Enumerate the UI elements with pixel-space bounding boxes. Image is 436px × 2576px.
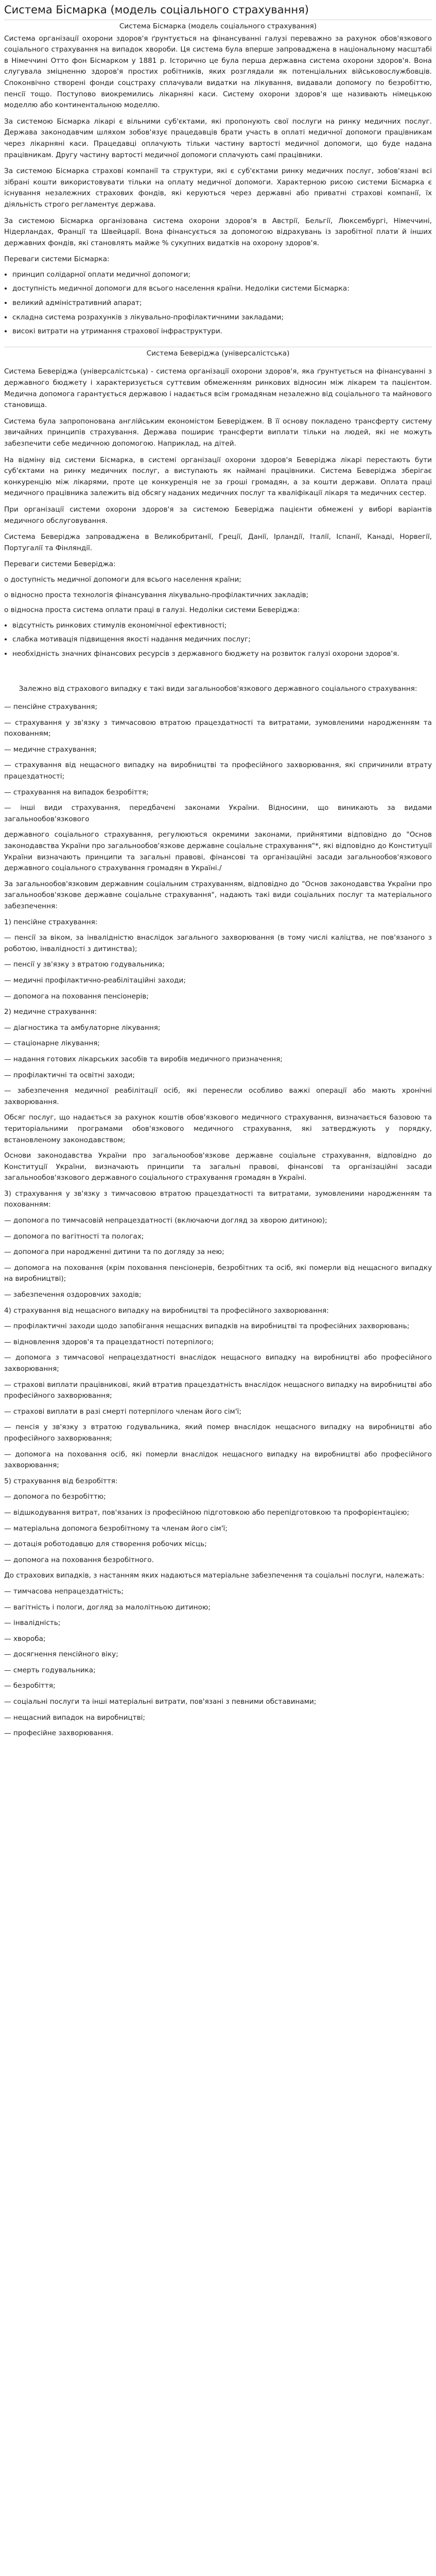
list-item: — допомога по тимчасовій непрацездатності (включаючи догляд за хворою дитиною); [4, 1216, 327, 1225]
list-item: — профілактичні та освітні заходи; [4, 1071, 135, 1079]
beveridge-paragraph-6: о доступність медичної допомоги для всього населення країни; [4, 575, 241, 584]
list-item: • складна система розрахунків з лікувально-профілактичними закладами; [12, 312, 432, 324]
beveridge-paragraph-7: о відносно проста технологія фінансування лікувально-профілактичних закладів; [4, 590, 309, 599]
list-item: • доступність медичної допомоги для всього населення країни. Недоліки системи Бісмарка: [12, 283, 432, 295]
bismarck-paragraph-4: За системою Бісмарка організована система охорони здоров'я в Австрії, Бельгії, Люксембургі, Німеччині, Нідерландах, Франції та Швейцарії. Вона фінансується за допомогою відрахувань із заробітної плати й інших державних фондів, які становлять майже % сукупних видатків на охорону здоров'я. [4, 216, 432, 247]
list-item: — допомога по вагітності та пологах; [4, 1232, 144, 1241]
list-item: — страхування від нещасного випадку на виробництві та професійного захворювання, які спричинили втрату працездатності; [4, 761, 432, 781]
list-item: — вагітність і пологи, догляд за малолітньою дитиною; [4, 1603, 211, 1612]
beveridge-disadvantages-list [4, 620, 432, 660]
bismarck-paragraph-1: Система організації охорони здоров'я ґрунтується на фінансуванні галузі переважно за рахунок обов'язкового соціального страхування на випадок хвороби. Ця система була вперше запроваджена в національному масштабі в Німеччині Отто фон Бісмарком у 1881 р. Історично це була перша державна система охорони здоров'я. Вона слугувала зміцненню здоров'я простих робітників, яких розглядали як потенціальних військовослужбовців. Споконвічно створені фонди соцстраху сплачували видатки на лікування, видавали допомогу по безробіттю, пенсії тощо. Поступово виокремились лікарняні каси. Систему охорони здоров'я ще називають німецькою моделлю або континентальною моделлю. [4, 34, 432, 110]
bismarck-advantages-list [4, 269, 432, 337]
list-item: — тимчасова непрацездатність; [4, 1587, 124, 1596]
list-item: — допомога по безробіттю; [4, 1493, 106, 1501]
list-item: — дотація роботодавцю для створення робочих місць; [4, 1540, 207, 1549]
beveridge-paragraph-3: На відміну від системи Бісмарка, в системі організації охорони здоров'я Беверіджа лікарі перестають бути суб'єктами на ринку медичних послуг, а виступають як наймані працівники. Система Беверіджа зберігає конкуренцію між лікарями, проте це конкуренція не за гроші громадян, а за кошти держави. Оплата праці медичного працівника залежить від обсягу наданих медичних послуг та кваліфікації лікаря та медичних сестер. [4, 455, 432, 498]
list-item: • принцип солідарної оплати медичної допомоги; [12, 269, 432, 281]
list-item: — допомога при народженні дитини та по догляду за нею; [4, 1248, 224, 1257]
list-item: — пенсії за віком, за інвалідністю внаслідок загального захворювання (в тому числі каліцтва, не пов'язаного з роботою, інвалідності з дитинства); [4, 934, 432, 953]
list-item: 3) страхування у зв'язку з тимчасовою втратою працездатності та витратами, зумовленими народженням та похованням: [4, 1189, 432, 1209]
list-item: — допомога на поховання пенсіонерів; [4, 992, 149, 1001]
list-item: 4) страхування від нещасного випадку на виробництві та професійного захворювання: [4, 1306, 329, 1315]
list-item: — страхування на випадок безробіття; [4, 788, 149, 796]
list-item: Обсяг послуг, що надається за рахунок коштів обов'язкового медичного страхування, визначається базовою та територіальними програмами обов'язкового медичного страхування, які затверджують у порядку, встановленому законодавством; [4, 1113, 432, 1144]
beveridge-advantages-title: Переваги системи Беверіджа: [4, 560, 116, 569]
list-item: • слабка мотивація підвищення якості надання медичних послуг; [12, 634, 432, 646]
list-item: За загальнообов'язковим державним соціальним страхуванням, відповідно до "Основ законодавства України про загальнообов'язкове державне соціальне страхування", надають такі види соціальних послуг та матеріального забезпечення: [4, 879, 432, 910]
list-item: — допомога з тимчасової непрацездатності внаслідок нещасного випадку на виробництві або професійного захворювання; [4, 1353, 432, 1373]
list-item: — медичні профілактично-реабілітаційні заходи; [4, 976, 186, 985]
list-item: — досягнення пенсійного віку; [4, 1650, 118, 1659]
list-item: До страхових випадків, з настанням яких надаються матеріальне забезпечення та соціальні послуги, належать: [4, 1571, 425, 1580]
list-item: — пенсія у зв'язку з втратою годувальника, який помер внаслідок нещасного випадку на виробництві або професійного захворювання; [4, 1423, 432, 1443]
list-item: — стаціонарне лікування; [4, 1039, 100, 1048]
list-item: — професійне захворювання. [4, 1729, 114, 1738]
list-item: — соціальні послуги та інші матеріальні витрати, пов'язані з певними обставинами; [4, 1698, 317, 1706]
list-item: • високі витрати на утримання страхової інфраструктури. [12, 326, 432, 337]
list-item: — безробіття; [4, 1682, 56, 1690]
list-item: — страхування у зв'язку з тимчасовою втратою працездатності та витратами, зумовленими народженням та похованням; [4, 718, 432, 738]
list-item: — допомога на поховання осіб, які померли внаслідок нещасного випадку на виробництві або професійного захворювання; [4, 1450, 432, 1470]
insurance-subtitle: Залежно від страхового випадку є такі види загальнообов'язкового державного соціального страхування: [19, 684, 417, 693]
bismarck-paragraph-3: За системою Бісмарка страхові компанії та структури, які є суб'єктами ринку медичних послуг, зобов'язані всі зібрані кошти використовувати тільки на оплату медичної допомоги. Характерною рисою системи Бісмарка є існування незалежних страхових фондів, які керуються через державні або приватні страхові компанії, їх діяльність строго регламентує держава. [4, 167, 432, 209]
list-item: — надання готових лікарських засобів та виробів медичного призначення; [4, 1055, 283, 1063]
beveridge-paragraph-4: При організації системи охорони здоров'я за системою Беверіджа пацієнти обмежені у виборі варіантів медичного обслуговування. [4, 505, 432, 525]
beveridge-paragraph-5: Система Беверіджа запроваджена в Великобританії, Греції, Данії, Ірландії, Італії, Іспанії, Канаді, Норвегії, Португалії та Фінляндії. [4, 533, 432, 552]
list-item: — забезпечення медичної реабілітації осіб, які перенесли особливо важкі операції або мають хронічні захворювання. [4, 1087, 432, 1106]
beveridge-subtitle: Система Беверіджа (універсалістська) [146, 349, 290, 358]
list-item: — інші види страхування, передбачені законами України. Відносини, що виникають за видами загальнообов'язкового [4, 804, 432, 823]
list-item: 2) медичне страхування: [4, 1008, 97, 1016]
beveridge-paragraph-1: Система Беверіджа (універсалістська) - система організації охорони здоров'я, яка ґрунтується на фінансуванні з державного бюджету і характеризується суттєвим обмеженням ринкових відносин між лікарем та пацієнтом. Медична допомога гарантується державою і надається всім громадянам незалежно від соціального та майнового становища. [4, 367, 432, 410]
bismarck-advantages-title: Переваги системи Бісмарка: [4, 255, 110, 264]
list-item: — матеріальна допомога безробітному та членам його сім'ї; [4, 1524, 228, 1533]
list-item: державного соціального страхування, регулюються окремими законами, прийнятими відповідно до "Основ законодавства України про загальнообов'язкове державне соціальне страхування"*, які відповідно до Конституції України визначають принципи та загальні правові, фінансові та організаційні засади загальнообов'язкового державного соціального страхування громадян в Україні./ [4, 831, 432, 873]
list-item: — відновлення здоров'я та працездатності потерпілого; [4, 1337, 214, 1346]
list-item: — профілактичні заходи щодо запобігання нещасних випадків на виробництві та професійних захворювань; [4, 1322, 410, 1331]
list-item: 1) пенсійне страхування: [4, 918, 98, 926]
list-item: • великий адміністративний апарат; [12, 298, 432, 309]
list-item: — смерть годувальника; [4, 1666, 96, 1674]
list-item: — відшкодування витрат, пов'язаних із професійною підготовкою або перепідготовкою та профорієнтацією; [4, 1508, 409, 1517]
list-item: — страхові виплати в разі смерті потерпілого членам його сім'ї; [4, 1407, 241, 1416]
list-item: Основи законодавства України про загальнообов'язкове державне соціальне страхування, відповідно до Конституції України, визначають принципи та загальні правові, фінансові та організаційні засади загальнообов'язкового державного соціального страхування громадян в Україні. [4, 1151, 432, 1182]
beveridge-paragraph-8: о відносна проста система оплати праці в галузі. Недоліки системи Беверіджа: [4, 606, 300, 615]
list-item: • необхідність значних фінансових ресурсів з державного бюджету на розвиток галузі охорони здоров'я. [12, 649, 432, 660]
list-item: — інвалідність; [4, 1619, 61, 1628]
list-item: — хвороба; [4, 1634, 46, 1643]
bismarck-paragraph-2: За системою Бісмарка лікарі є вільними суб'єктами, які пропонують свої послуги на ринку медичних послуг. Держава законодавчим шляхом зобов'язує працедавців брати участь в оплаті медичної допомоги працівникам через лікарняні каси. Працедавці оплачують тільки частину вартості медичної допомоги, що буде надана працівникам. Другу частину вартості медичної допомоги сплачують самі працівники. [4, 117, 432, 159]
list-item: — забезпечення оздоровчих заходів; [4, 1291, 142, 1299]
list-item: — нещасний випадок на виробництві; [4, 1713, 145, 1722]
list-item: — допомога на поховання (крім поховання пенсіонерів, безробітних та осіб, які померли від нещасного випадку на виробництві); [4, 1263, 432, 1283]
list-item: 5) страхування від безробіття: [4, 1477, 118, 1485]
list-item: • відсутність ринкових стимулів економічної ефективності; [12, 620, 432, 632]
list-item: — медичне страхування; [4, 745, 97, 754]
list-item: — страхові виплати працівникові, який втратив працездатність внаслідок нещасного випадку на виробництві або професійного захворювання; [4, 1380, 432, 1400]
insurance-list [4, 702, 432, 1739]
list-item: — пенсії у зв'язку з втратою годувальника; [4, 960, 165, 969]
bismarck-subtitle: Система Бісмарка (модель соціального страхування) [119, 22, 317, 30]
list-item: — діагностика та амбулаторне лікування; [4, 1023, 161, 1032]
list-item: — допомога на поховання безробітного. [4, 1555, 154, 1564]
page-title: Система Бісмарка (модель соціального страхування) [4, 4, 309, 16]
list-item: — пенсійне страхування; [4, 703, 98, 711]
beveridge-paragraph-2: Система була запропонована англійським економістом Беверіджем. В її основу покладено трансферту систему звичайних принципів страхування. Держава пошириє трансферти виплати тільки на людей, які не можуть забезпечити себе медичною допомогою. Наприклад, на дітей. [4, 417, 432, 448]
